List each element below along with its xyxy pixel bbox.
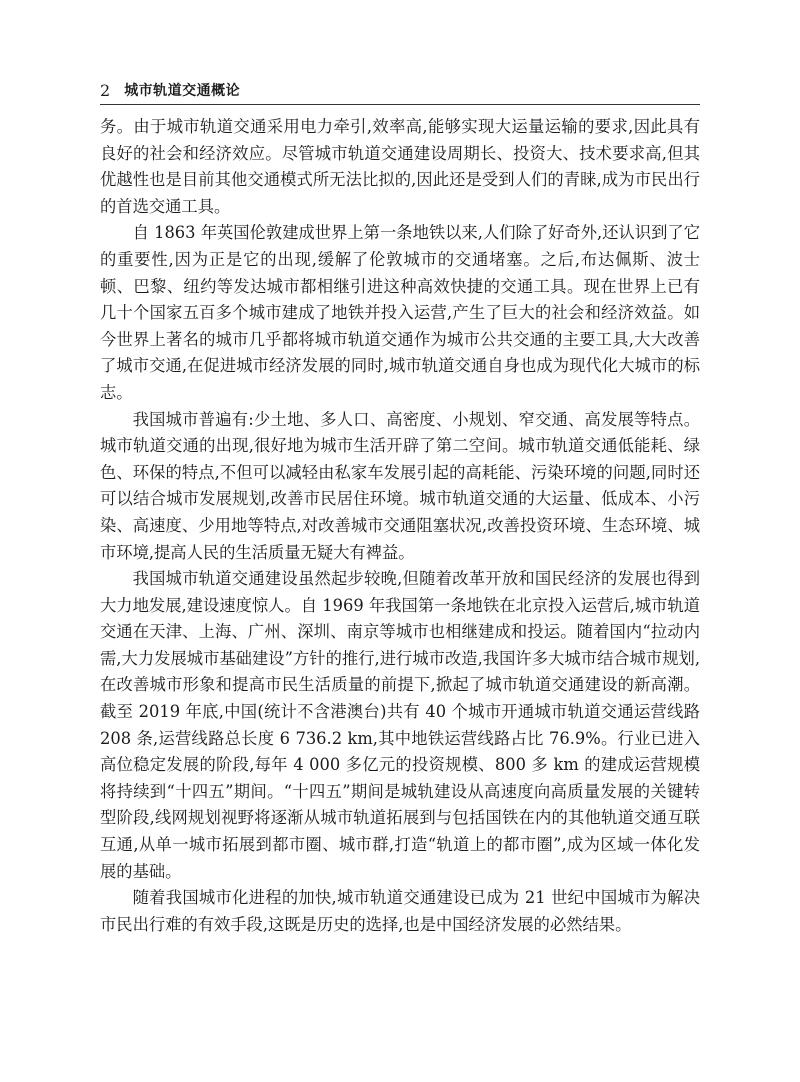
running-header <box>100 76 700 102</box>
paragraph: 我国城市轨道交通建设虽然起步较晚,但随着改革开放和国民经济的发展也得到大力地发展,建设速度惊人。自 1969 年我国第一条地铁在北京投入运营后,城市轨道交通在天津、上海、广州、深圳、南京等城市也相继建成和投运。随着国内“拉动内需,大力发展城市基础建设”方针的推行,进行城市改造,我国许多大城市结合城市规划,在改善城市形象和提高市民生活质量的前提下,掀起了城市轨道交通建设的新高潮。截至 2019 年底,中国(统计不含港澳台)共有 40 个城市开通城市轨道交通运营线路 208 条,运营线路总长度 6 736.2 km,其中地铁运营线路占比 76.9%。行业已进入高位稳定发展的阶段,每年 4 000 多亿元的投资规模、800 多 km 的建成运营规模将持续到“十四五”期间。“十四五”期间是城轨建设从高速度向高质量发展的关键转型阶段,线网规划视野将逐渐从城市轨道拓展到与包括国铁在内的其他轨道交通互联互通,从单一城市拓展到都市圈、城市群,打造“轨道上的都市圈”,成为区域一体化发展的基础。 <box>100 569 700 881</box>
chapter-title: 城市轨道交通概论 <box>124 83 241 99</box>
paragraph: 自 1863 年英国伦敦建成世界上第一条地铁以来,人们除了好奇外,还认识到了它的重要性,因为正是它的出现,缓解了伦敦城市的交通堵塞。之后,布达佩斯、波士顿、巴黎、纽约等发达城市都相继引进这种高效快捷的交通工具。现在世界上已有几十个国家五百多个城市建成了地铁并投入运营,产生了巨大的社会和经济效益。如今世界上著名的城市几乎都将城市轨道交通作为城市公共交通的主要工具,大大改善了城市交通,在促进城市经济发展的同时,城市轨道交通自身也成为现代化大城市的标志。 <box>100 223 700 402</box>
paragraph: 我国城市普遍有:少土地、多人口、高密度、小规划、窄交通、高发展等特点。城市轨道交通的出现,很好地为城市生活开辟了第二空间。城市轨道交通低能耗、绿色、环保的特点,不但可以减轻由私家车发展引起的高耗能、污染环境的问题,同时还可以结合城市发展规划,改善市民居住环境。城市轨道交通的大运量、低成本、小污染、高速度、少用地等特点,对改善城市交通阻塞状况,改善投资环境、生态环境、城市环境,提高人民的生活质量无疑大有裨益。 <box>100 409 700 562</box>
body-text <box>100 114 700 938</box>
paragraph: 随着我国城市化进程的加快,城市轨道交通建设已成为 21 世纪中国城市为解决市民出行难的有效手段,这既是历史的选择,也是中国经济发展的必然结果。 <box>100 888 700 934</box>
page-number: 2 <box>100 81 111 100</box>
paragraph-continued: 务。由于城市轨道交通采用电力牵引,效率高,能够实现大运量运输的要求,因此具有良好的社会和经济效应。尽管城市轨道交通建设周期长、投资大、技术要求高,但其优越性也是目前其他交通模式所无法比拟的,因此还是受到人们的青睐,成为市民出行的首选交通工具。 <box>100 117 700 216</box>
header-divider <box>100 104 700 105</box>
